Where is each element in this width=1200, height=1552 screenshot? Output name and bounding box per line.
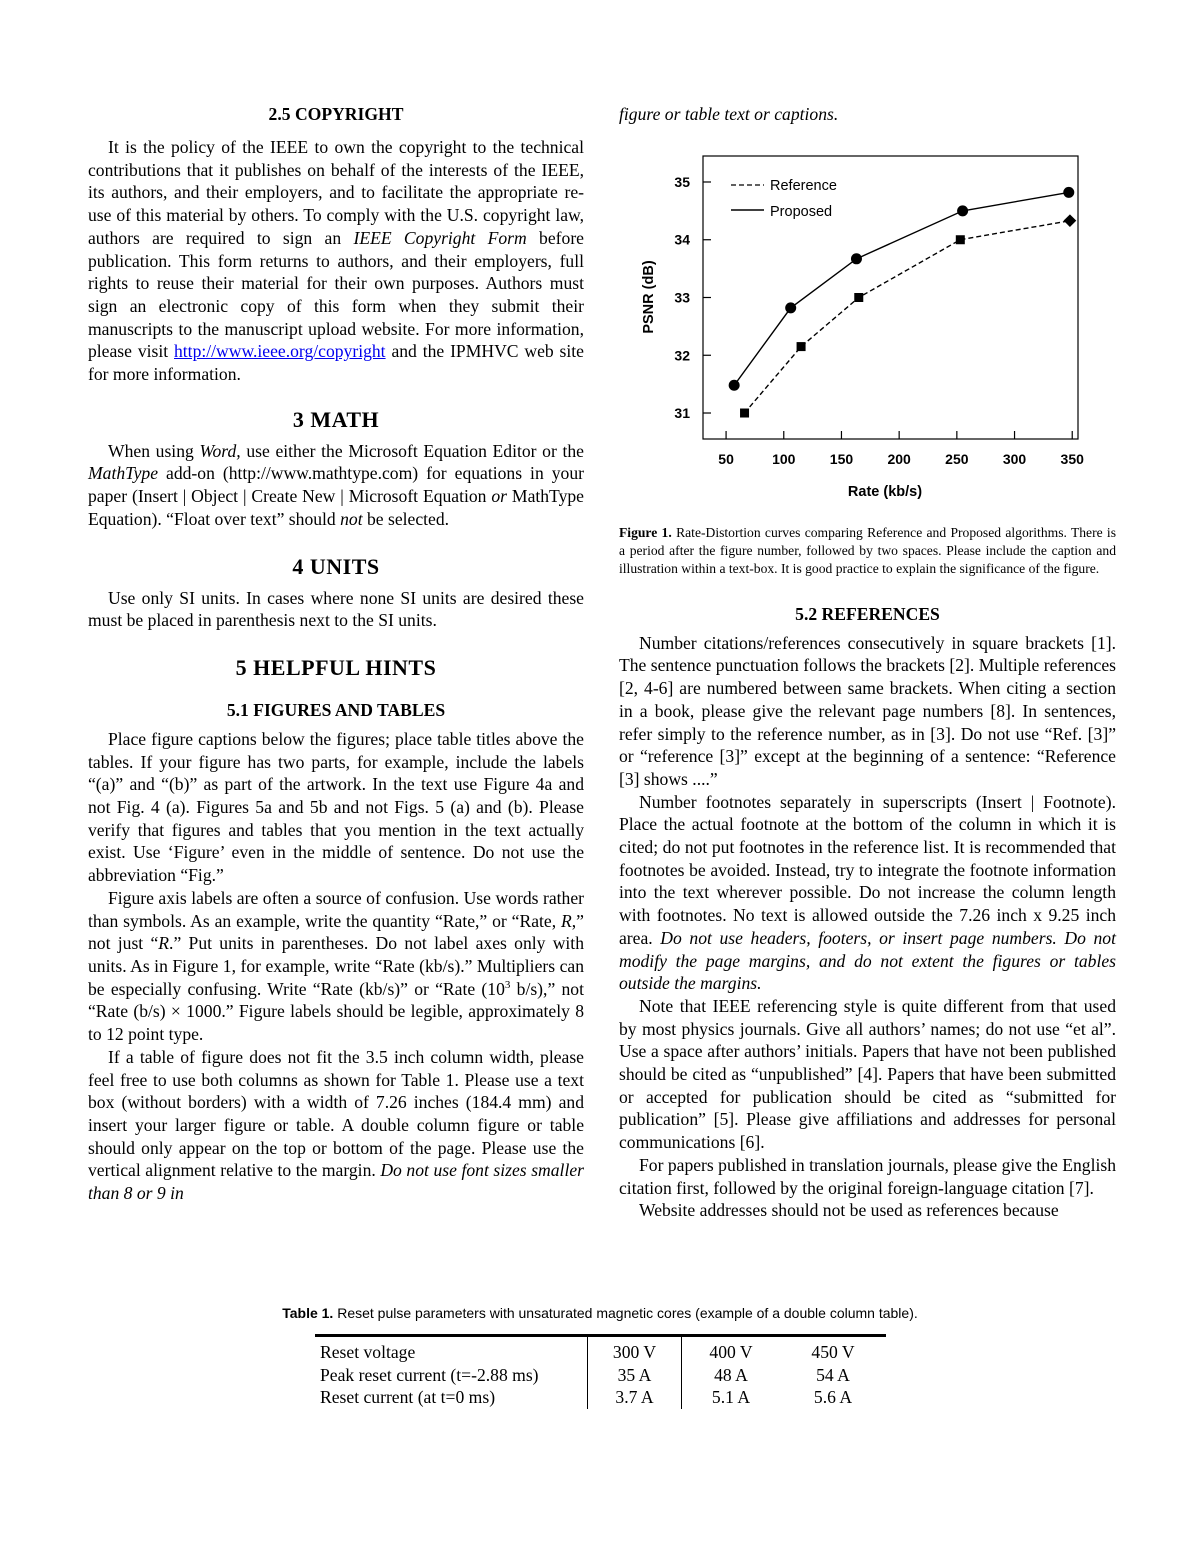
- copyright-paragraph: [88, 136, 584, 386]
- table-cell: Reset voltage: [320, 1342, 416, 1362]
- right-column: [619, 103, 1116, 1222]
- data-point-reference: [854, 293, 863, 302]
- text-run: Do not use headers, footers, or insert page numbers. Do not modify the page margins, and do not extent the figures or tables outside the margins.: [619, 927, 1116, 994]
- table-cell: 35 A: [588, 1364, 682, 1387]
- text-run: Word,: [199, 440, 241, 461]
- references-heading: 5.2 REFERENCES: [795, 603, 940, 624]
- x-axis-label: Rate (kb/s): [847, 483, 923, 500]
- text-run: Rate-Distortion curves comparing Reference and Proposed algorithms. There is a period after the figure number, followed by two spaces. Please include the caption and illustration within a text-box. It is good practice to explain the significance of the figure.: [619, 524, 1117, 576]
- data-point-reference: [740, 408, 749, 417]
- table-cell: 3.7 A: [588, 1386, 682, 1409]
- left-column: [88, 103, 584, 1205]
- table-1: [315, 1334, 886, 1409]
- figures-paragraph-2: [88, 887, 584, 1046]
- x-tick-label: 350: [1060, 450, 1084, 467]
- references-paragraph-4: For papers published in translation journals, please give the English citation first, followed by the original foreign-language citation [7].: [619, 1154, 1116, 1198]
- figure-1: [619, 130, 1116, 515]
- figures-tables-heading: 5.1 FIGURES AND TABLES: [226, 699, 446, 720]
- series-line-reference: [745, 220, 1070, 412]
- data-point-proposed: [785, 302, 796, 313]
- x-tick-label: 150: [829, 450, 854, 467]
- superscript: 3: [504, 978, 511, 991]
- text-run: ,” not just “: [88, 910, 584, 954]
- data-point-proposed: [1063, 187, 1074, 198]
- continued-text: [619, 103, 1116, 126]
- table-row: [315, 1364, 886, 1387]
- plot-frame: [703, 156, 1078, 439]
- data-point-proposed: [851, 253, 862, 264]
- x-tick-label: 50: [718, 450, 734, 467]
- table-cell: Reset current (at t=0 ms): [320, 1387, 496, 1407]
- text-run: not: [340, 508, 363, 529]
- x-axis: [718, 431, 1084, 467]
- rate-distortion-chart: [619, 130, 1116, 515]
- math-paragraph: [88, 440, 584, 531]
- references-paragraph-5: Website addresses should not be used as references because: [639, 1200, 1059, 1221]
- y-tick-label: 33: [674, 289, 690, 306]
- data-point-proposed: [729, 379, 740, 390]
- y-axis: [674, 174, 711, 421]
- text-run: MathType Equation). “Float over text” should: [88, 486, 584, 529]
- text-run: Number footnotes separately in superscripts (Insert | Footnote). Place the actual footnote at the bottom of the column in which it is cited; do not put footnotes in the reference list. It is recommended that footnotes be avoided. Instead, try to integrate the footnote information into the text wherever possible. Do not increase the column length with footnotes. No text is allowed outside the 7.26 inch x 9.25 inch area.: [619, 791, 1116, 948]
- x-tick-label: 300: [1002, 450, 1027, 467]
- text-run: It is the policy of the IEEE to own the copyright to the technical contributions that it publishes on behalf of the interests of the IEEE, its authors, and their employers, and to facilitate the appropriate re-use of this material by others. To comply with the U.S. copyright law, authors are required to sign an: [88, 137, 584, 248]
- figure-1-label: Figure 1.: [619, 524, 672, 540]
- text-run: Reset pulse parameters with unsaturated magnetic cores (example of a double column table).: [333, 1305, 918, 1321]
- y-tick-label: 34: [674, 231, 690, 248]
- references-paragraph-2: [619, 791, 1116, 995]
- text-run: or: [491, 486, 508, 507]
- y-axis-label: PSNR (dB): [641, 260, 657, 334]
- copyright-link[interactable]: http://www.ieee.org/copyright: [174, 341, 386, 362]
- x-tick-label: 100: [772, 450, 796, 467]
- units-paragraph: Use only SI units. In cases where none SI units are desired these must be placed in parenthesis next to the SI units.: [88, 587, 584, 631]
- table-cell: 54 A: [816, 1364, 850, 1385]
- copyright-heading: 2.5 COPYRIGHT: [268, 104, 404, 124]
- table-1-label: Table 1.: [282, 1305, 334, 1321]
- table-cell: 300 V: [588, 1336, 682, 1364]
- references-paragraph-1: Number citations/references consecutively in square brackets [1]. The sentence punctuation follows the brackets [2]. Multiple references [2, 4-6] are numbered between same brackets. When citing a section in a book, please give the relevant page numbers [8]. In sentences, refer simply to the reference number, as in [3]. Do not use “Ref. [3]” or “reference [3]” except at the beginning of a sentence: “Reference [3] shows ....”: [619, 632, 1116, 789]
- text-run: R: [158, 933, 170, 954]
- text-run: b/s),” not “Rate (b/s) × 1000.” Figure labels should be legible, approximately 8 to 12 point type.: [88, 978, 584, 1045]
- series-markers: [729, 187, 1077, 418]
- data-point-reference: [1064, 214, 1077, 227]
- series-lines: [734, 192, 1070, 413]
- helpful-hints-heading: 5 HELPFUL HINTS: [235, 654, 437, 680]
- y-tick-label: 31: [674, 404, 690, 421]
- copyright-form-name: IEEE Copyright Form: [353, 227, 527, 248]
- text-run: R: [561, 910, 572, 931]
- figures-paragraph-1: Place figure captions below the figures; place table titles above the tables. If your figure has two parts, for example, include the labels “(a)” and “(b)” as part of the artwork. In the text use Figure 4a and not Fig. 4 (a). Figures 5a and 5b and not Figs. 5 (a) and (b). Please verify that figures and tables that you mention in the text actually exist. Use ‘Figure’ even in the middle of sentence. Do not use the abbreviation “Fig.”: [88, 728, 584, 886]
- text-run: .” Put units in parentheses. Do not label axes only with units. As in Figure 1, for example, write “Rate (kb/s).” Multipliers can be especially confusing. Write “Rate (kb/s)” or “Rate (10: [88, 933, 584, 999]
- text-run: If a table of figure does not fit the 3.5 inch column width, please feel free to use both columns as shown for Table 1. Please use a text box (without borders) with a width of 7.26 inches (184.4 mm) and insert your larger figure or table. A double column figure or table should only appear on the top or bottom of the page. Please use the vertical alignment relative to the margin.: [88, 1046, 584, 1181]
- table-cell: 48 A: [682, 1364, 781, 1387]
- data-point-proposed: [957, 205, 968, 216]
- y-tick-label: 35: [674, 173, 690, 190]
- figures-paragraph-3: [88, 1046, 584, 1205]
- text-run: Figure axis labels are often a source of confusion. Use words rather than symbols. As an example, write the quantity “Rate,” or “Rate,: [88, 887, 584, 931]
- units-heading: 4 UNITS: [292, 553, 380, 579]
- text-run: use either the Microsoft Equation Editor or the: [240, 440, 584, 461]
- series-line-proposed: [734, 192, 1069, 385]
- x-tick-label: 200: [887, 450, 911, 467]
- legend-label-reference: Reference: [770, 177, 837, 194]
- data-point-reference: [797, 342, 806, 351]
- table-cell: 5.6 A: [813, 1387, 853, 1407]
- references-paragraph-3: Note that IEEE referencing style is quite different from that used by most physics journals. Give all authors’ names; do not use “et al”. Use a space after authors’ initials. Papers that have not been published should be cited as “unpublished” [4]. Papers that have been submitted or accepted for publication should be cited as “submitted for publication” [5]. Please give affiliations and addresses for personal communications [6].: [619, 995, 1116, 1153]
- table-cell: 400 V: [682, 1336, 781, 1364]
- text-run: MathType: [88, 463, 159, 484]
- text-run: before publication. This form returns to authors, and their employers, full rights to reuse their material for their own purposes. Authors must sign an electronic copy of this form when they submit their manuscripts to the manuscript upload website. For more information, please visit: [88, 227, 584, 362]
- text-run: be selected.: [362, 508, 450, 529]
- legend-label-proposed: Proposed: [770, 203, 833, 220]
- y-tick-label: 32: [674, 346, 690, 363]
- text-run: and the IPMHVC web site for more information.: [88, 341, 584, 385]
- math-heading: 3 MATH: [292, 406, 380, 432]
- table-cell: Peak reset current (t=-2.88 ms): [320, 1364, 539, 1385]
- x-tick-label: 250: [945, 450, 969, 467]
- text-run: When using: [108, 440, 200, 461]
- text-run: figure or table text or captions.: [619, 104, 839, 124]
- text-run: Do not use font sizes smaller than 8 or 9 in: [88, 1160, 584, 1204]
- data-point-reference: [956, 235, 965, 244]
- text-run: add-on (http://www.mathtype.com) for equations in your paper (Insert | Object | Create New | Microsoft Equation: [88, 463, 584, 507]
- table-row: [315, 1336, 886, 1364]
- figure-1-caption: [619, 524, 1116, 578]
- table-cell: 5.1 A: [682, 1386, 781, 1409]
- table-cell: 450 V: [811, 1342, 855, 1362]
- legend: [731, 178, 837, 220]
- table-row: [315, 1386, 886, 1409]
- table-1-caption: [0, 1305, 1200, 1321]
